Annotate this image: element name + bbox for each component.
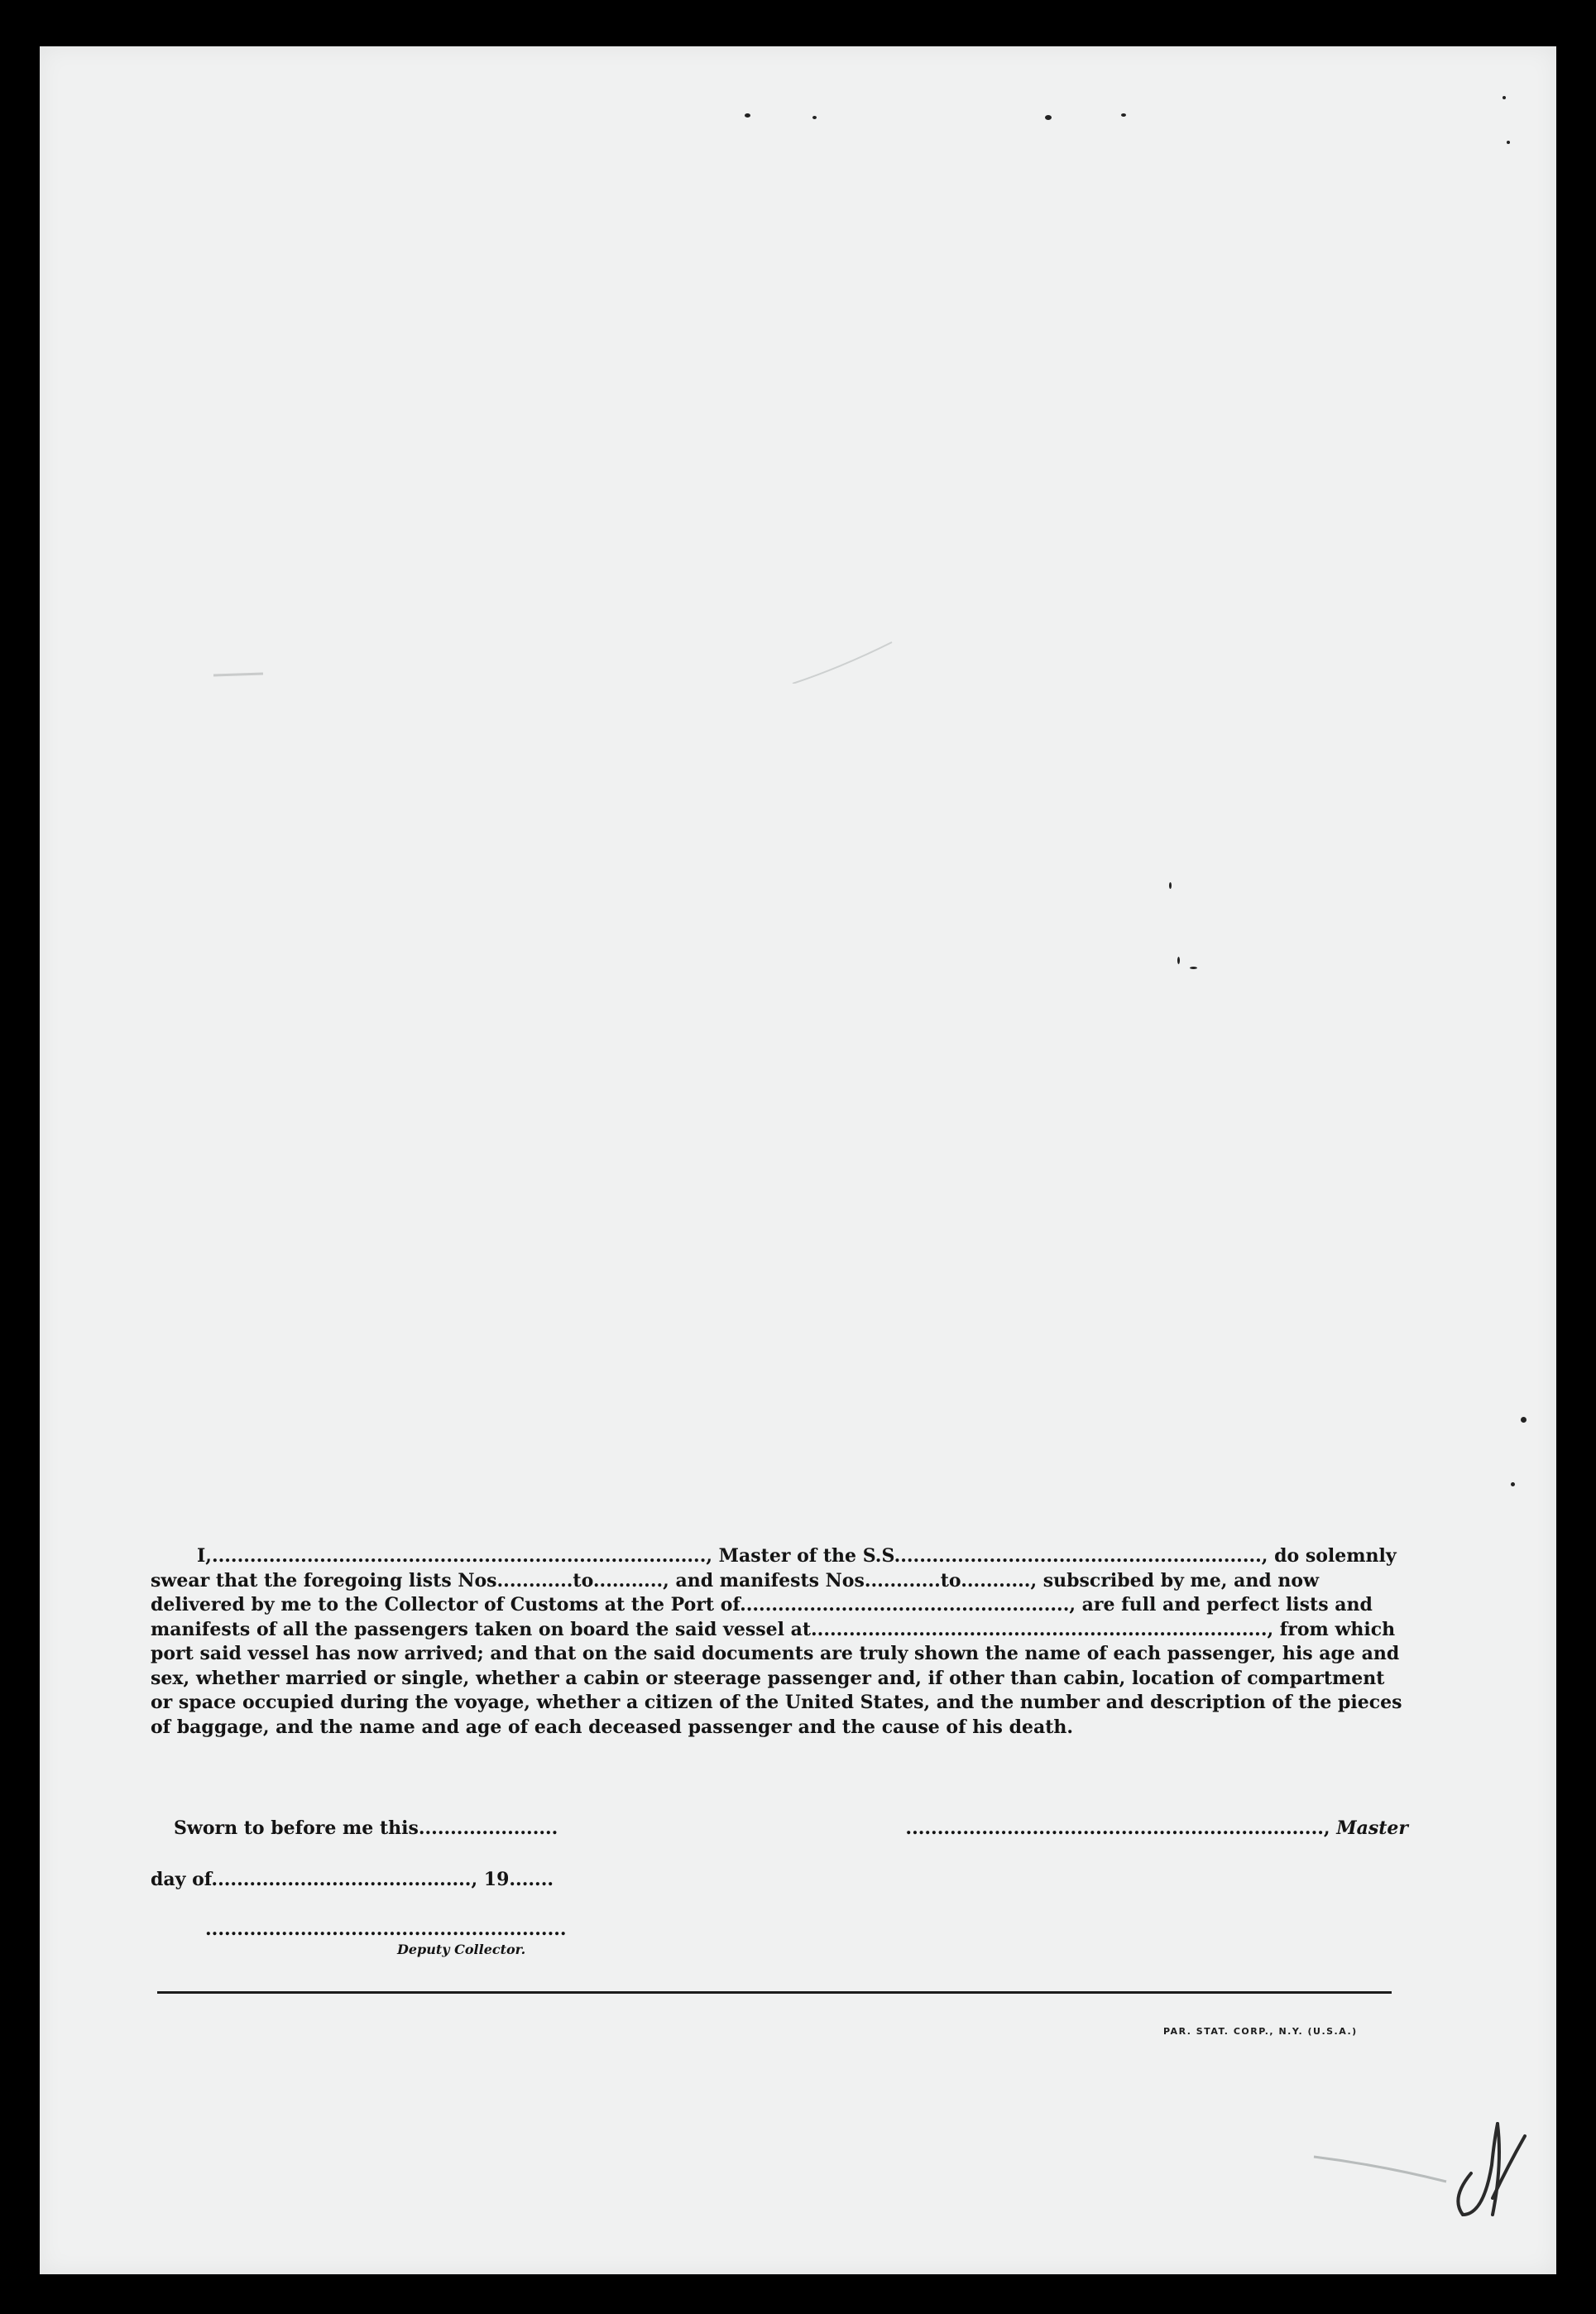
master-signature-dots: .................................................................., [905,1817,1330,1839]
oath-line-8: of baggage, and the name and age of each deceased passenger and the cause of his death. [151,1716,1074,1738]
oath-line-5: port said vessel has now arrived; and that on the said documents are truly shown the name of each passenger, his age and [151,1643,1400,1664]
ink-speck [1511,1482,1515,1486]
printer-imprint: PAR. STAT. CORP., N.Y. (U.S.A.) [1163,2026,1358,2037]
oath-line-2: swear that the foregoing lists Nos............to..........., and manifests Nos............to..........., subscribed by me, and now [151,1569,1320,1591]
handwritten-mark [1306,2074,1537,2223]
ink-speck [1190,967,1197,969]
ink-speck [1503,96,1506,99]
ink-speck [1507,141,1510,144]
ink-speck [1045,115,1052,120]
ink-speck [1177,957,1180,964]
ink-speck [1169,882,1172,889]
oath-line-1: I,.............................................................................., Master of the S.S.........................................................., do solemnly [197,1545,1397,1567]
oath-line-4: manifests of all the passengers taken on board the said vessel at........................................................................, from which [151,1618,1396,1640]
oath-paragraph [151,1544,1408,1740]
oath-line-7: or space occupied during the voyage, whether a citizen of the United States, and the number and description of the pieces [151,1692,1402,1713]
document-page [40,46,1556,2274]
master-label: Master [1336,1817,1408,1839]
oath-line-3: delivered by me to the Collector of Customs at the Port of...................................................., are full and perfect lists and [151,1594,1373,1615]
ink-speck [745,113,750,118]
oath-line-6: sex, whether married or single, whether a cabin or steerage passenger and, if other than cabin, location of compartment [151,1667,1385,1689]
sworn-to-line: Sworn to before me this...................... [174,1817,558,1839]
bleed-through-stroke [213,634,958,684]
ink-speck [812,116,817,119]
ink-speck [1521,1417,1527,1423]
horizontal-rule [157,1991,1392,1994]
master-signature-line [896,1817,1408,1839]
ink-speck [1121,113,1126,117]
day-of-line: day of........................................., 19....... [151,1869,554,1890]
deputy-collector-label: Deputy Collector. [397,1942,526,1957]
deputy-collector-signature-dots: ......................................................... [205,1918,567,1940]
